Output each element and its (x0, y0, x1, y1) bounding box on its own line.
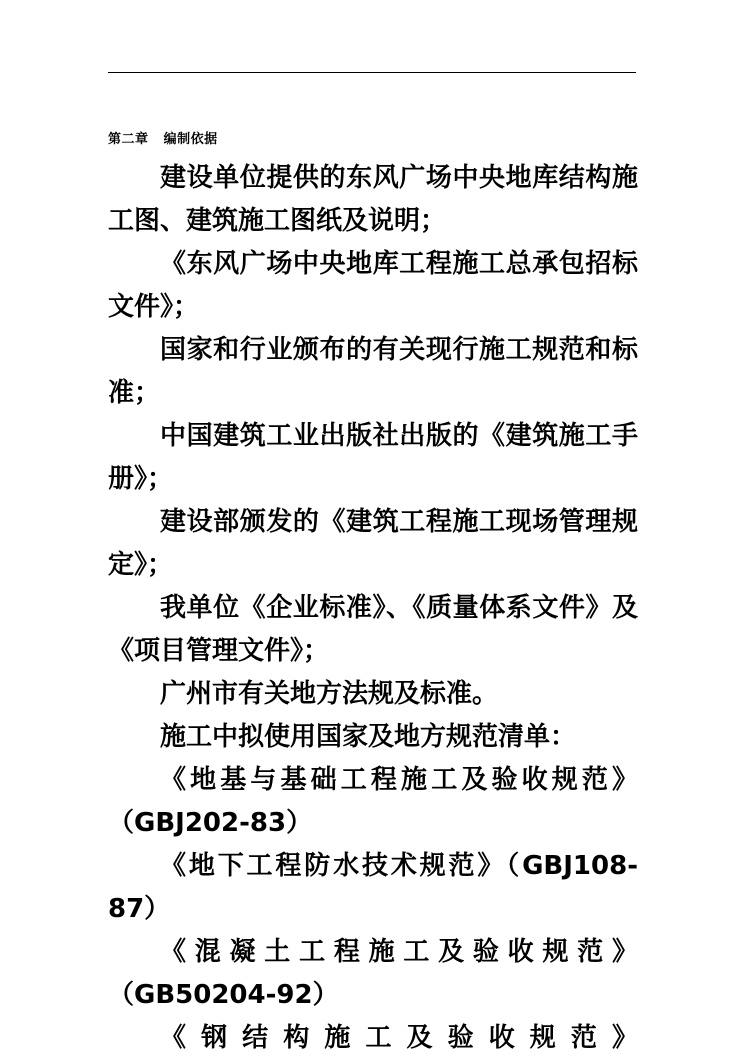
paragraph-7: 广州市有关地方法规及标准。 (160, 679, 499, 709)
document-body (108, 128, 638, 1060)
chapter-heading: 第二章 编制依据 (108, 132, 218, 147)
standard-item-4: 《钢结构施工及验收规范》 (160, 1023, 638, 1053)
paragraph-3: 国家和行业颁布的有关现行施工规范和标准； (108, 335, 638, 408)
standard-item-2: 《地下工程防水技术规范》（GBJ108-87） (108, 851, 638, 924)
paragraph-1: 建设单位提供的东风广场中央地库结构施工图、建筑施工图纸及说明； (108, 163, 638, 236)
paragraph-4: 中国建筑工业出版社出版的《建筑施工手册》； (108, 421, 638, 494)
standard-item-1: 《地基与基础工程施工及验收规范》（GBJ202-83） (108, 765, 638, 838)
paragraph-5: 建设部颁发的《建筑工程施工现场管理规定》； (108, 507, 638, 580)
standard-item-3: 《混凝土工程施工及验收规范》（GB50204-92） (108, 937, 638, 1010)
paragraph-2: 《东风广场中央地库工程施工总承包招标文件》； (108, 249, 638, 322)
paragraph-6: 我单位《企业标准》、《质量体系文件》及《项目管理文件》； (108, 593, 638, 666)
paragraph-8: 施工中拟使用国家及地方规范清单： (160, 722, 577, 752)
header-divider (108, 72, 636, 73)
